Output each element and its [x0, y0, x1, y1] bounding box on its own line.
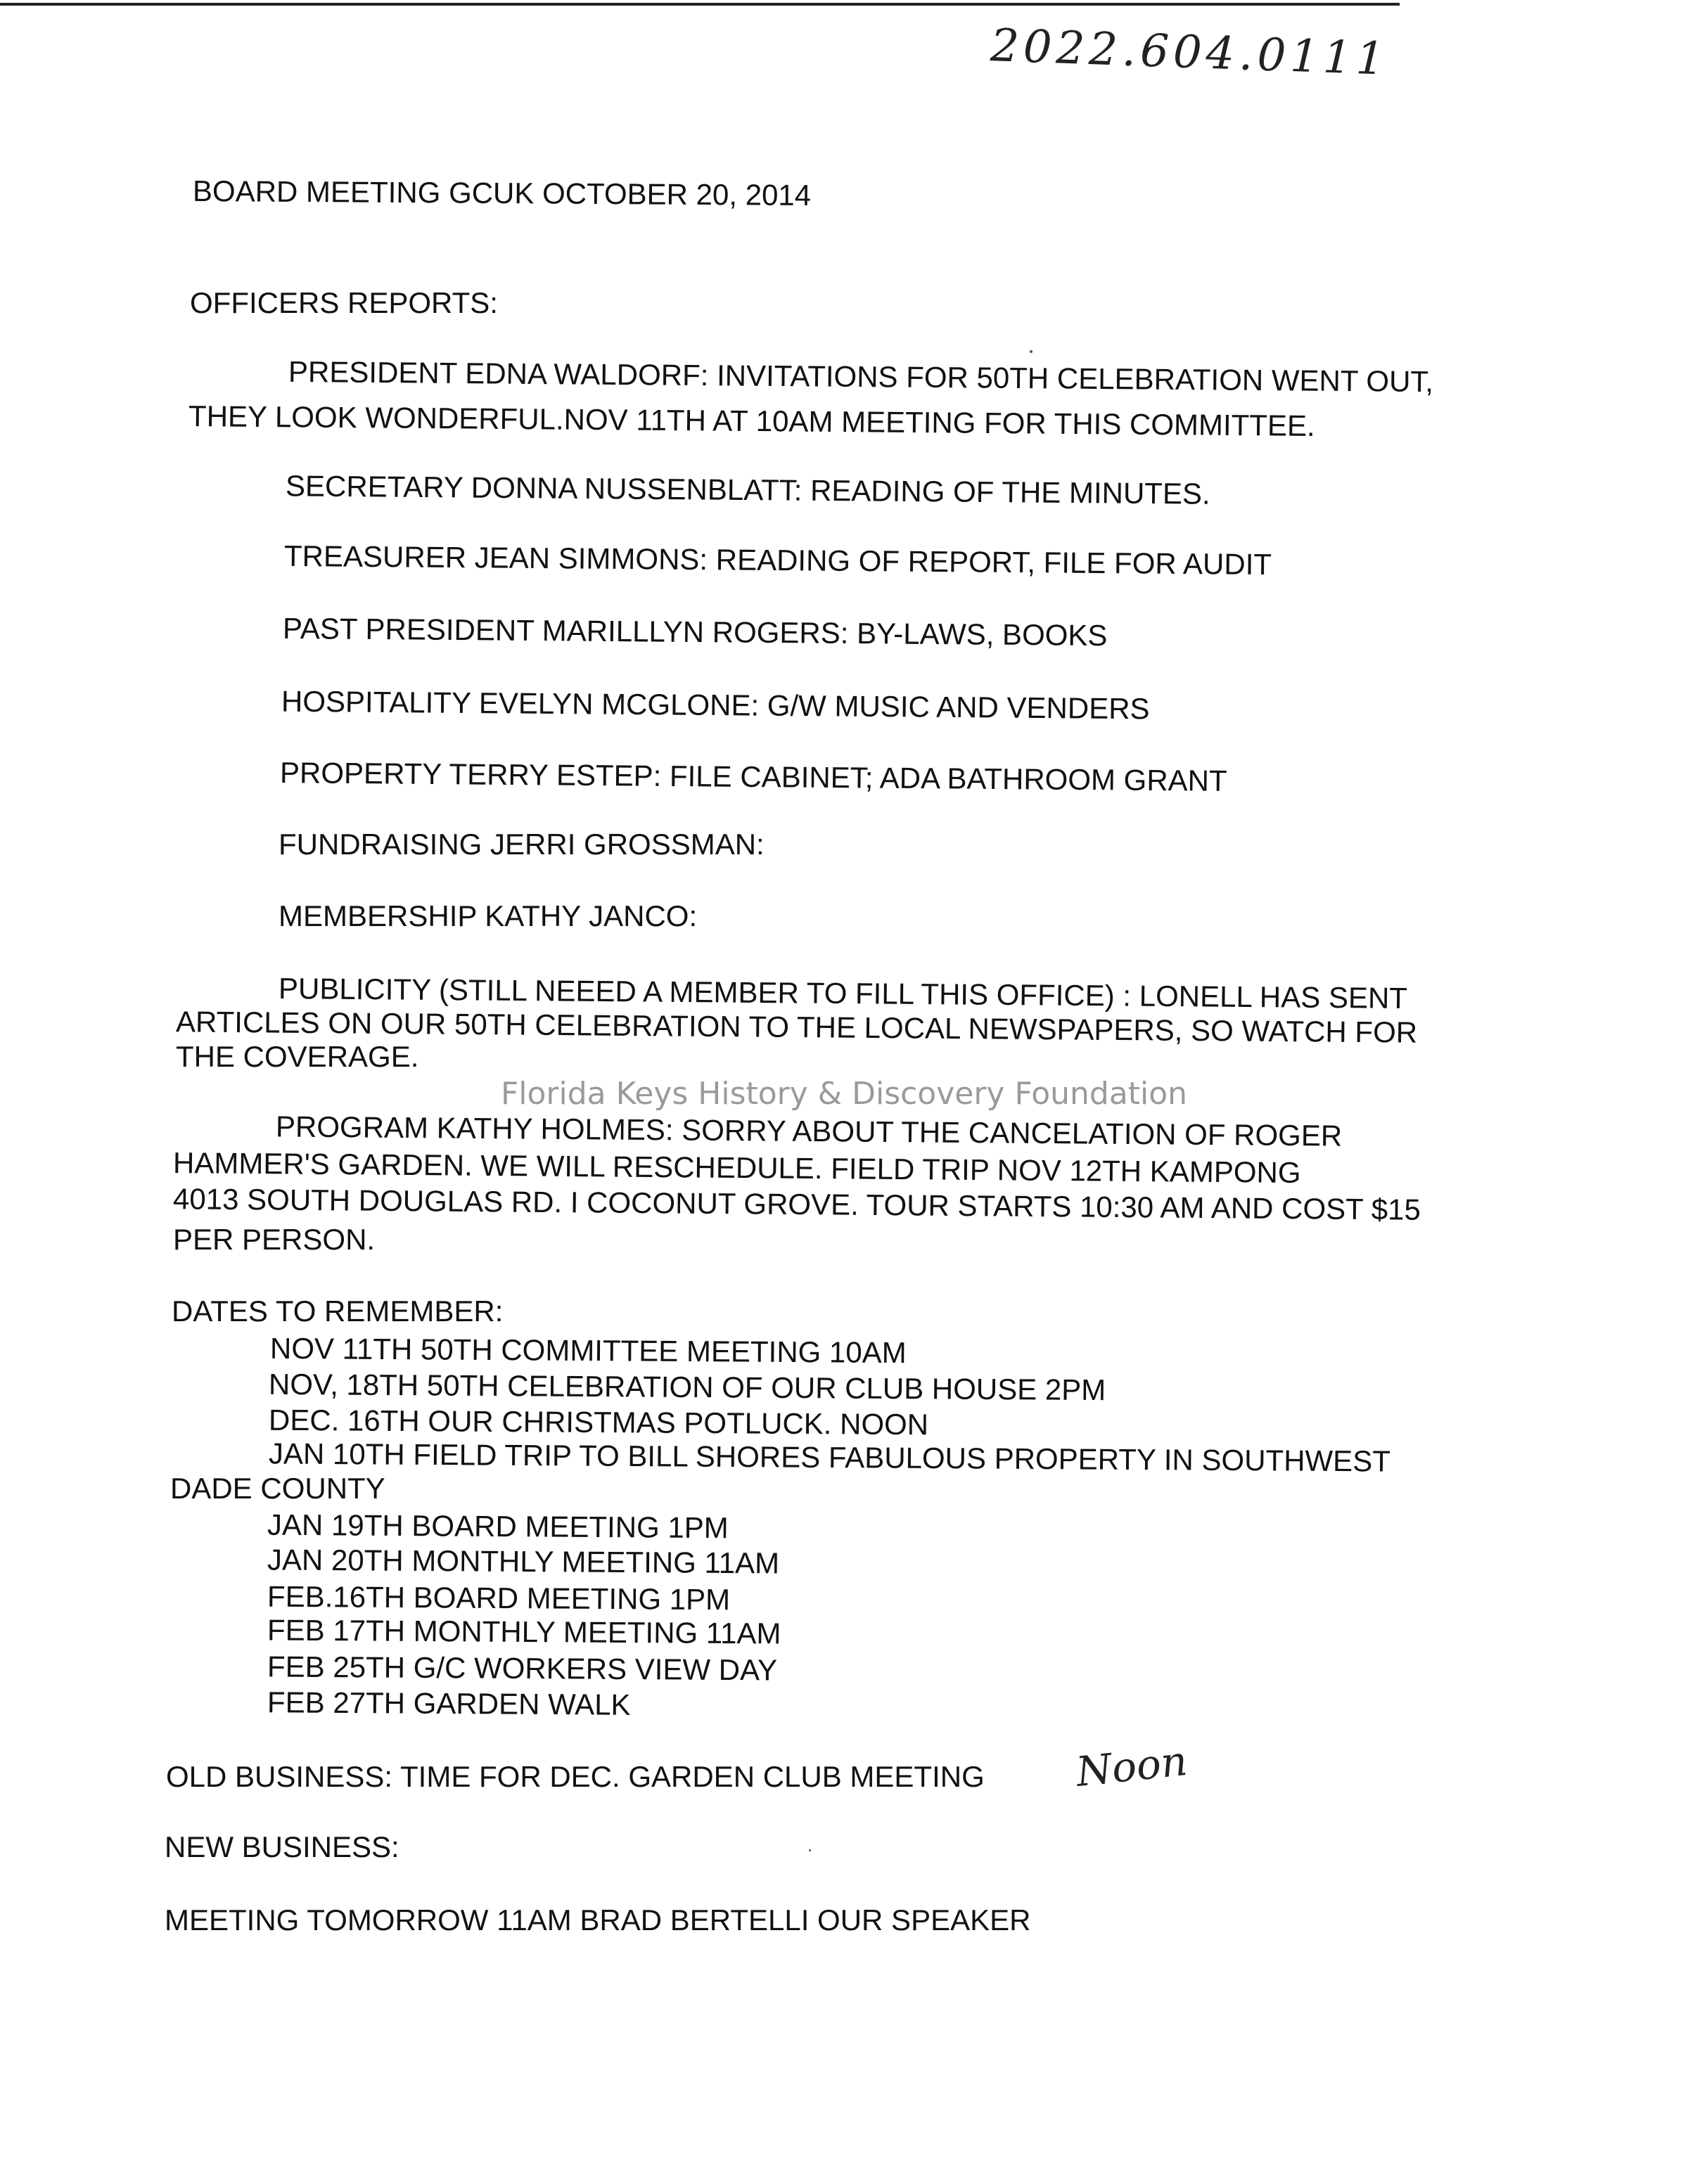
program-report-line-2: HAMMER'S GARDEN. WE WILL RESCHEDULE. FIELD TRIP NOV 12TH KAMPONG — [172, 1146, 1301, 1189]
scan-speck — [809, 1849, 811, 1851]
treasurer-report: TREASURER JEAN SIMMONS: READING OF REPORT, FILE FOR AUDIT — [283, 539, 1272, 582]
foundation-watermark: Florida Keys History & Discovery Foundation — [500, 1076, 1188, 1112]
date-item: DADE COUNTY — [170, 1472, 385, 1505]
publicity-report-line-2: ARTICLES ON OUR 50TH CELEBRATION TO THE LOCAL NEWSPAPERS, SO WATCH FOR — [175, 1005, 1418, 1049]
secretary-report: SECRETARY DONNA NUSSENBLATT: READING OF THE MINUTES. — [285, 469, 1210, 510]
past-president-report: PAST PRESIDENT MARILLLYN ROGERS: BY-LAWS, BOOKS — [282, 611, 1108, 653]
date-item: DEC. 16TH OUR CHRISTMAS POTLUCK. NOON — [268, 1403, 929, 1441]
old-business: OLD BUSINESS: TIME FOR DEC. GARDEN CLUB MEETING — [166, 1760, 985, 1793]
date-item: NOV 11TH 50TH COMMITTEE MEETING 10AM — [269, 1331, 907, 1370]
scan-speck — [1030, 350, 1032, 353]
program-report-line-4: PER PERSON. — [173, 1223, 376, 1256]
date-item: FEB 25TH G/C WORKERS VIEW DAY — [267, 1650, 778, 1687]
handwritten-noon-note: Noon — [1073, 1736, 1190, 1797]
date-item: FEB.16TH BOARD MEETING 1PM — [267, 1579, 731, 1617]
dates-to-remember-heading: DATES TO REMEMBER: — [172, 1295, 504, 1328]
new-business-heading: NEW BUSINESS: — [165, 1830, 399, 1863]
date-item: NOV, 18TH 50TH CELEBRATION OF OUR CLUB HOUSE 2PM — [268, 1367, 1106, 1407]
date-item: FEB 27TH GARDEN WALK — [267, 1685, 631, 1721]
property-report: PROPERTY TERRY ESTEP: FILE CABINET; ADA BATHROOM GRANT — [279, 756, 1227, 797]
hospitality-report: HOSPITALITY EVELYN MCGLONE: G/W MUSIC AND VENDERS — [281, 684, 1150, 726]
date-item: JAN 10TH FIELD TRIP TO BILL SHORES FABULOUS PROPERTY IN SOUTHWEST — [268, 1437, 1391, 1478]
officers-reports-heading: OFFICERS REPORTS: — [190, 286, 498, 319]
program-report-line-3: 4013 SOUTH DOUGLAS RD. I COCONUT GROVE. TOUR STARTS 10:30 AM AND COST $15 — [172, 1182, 1421, 1226]
membership-report: MEMBERSHIP KATHY JANCO: — [279, 899, 698, 932]
date-item: FEB 17TH MONTHLY MEETING 11AM — [267, 1613, 781, 1650]
president-report-line-1: PRESIDENT EDNA WALDORF: INVITATIONS FOR 50TH CELEBRATION WENT OUT, — [288, 354, 1434, 399]
program-report-line-1: PROGRAM KATHY HOLMES: SORRY ABOUT THE CANCELATION OF ROGER — [275, 1110, 1343, 1152]
document-title: BOARD MEETING GCUK OCTOBER 20, 2014 — [192, 174, 812, 212]
date-item: JAN 19TH BOARD MEETING 1PM — [267, 1508, 729, 1545]
handwritten-accession-number: 2022.604.0111 — [989, 20, 1390, 86]
president-report-line-2: THEY LOOK WONDERFUL.NOV 11TH AT 10AM MEETING FOR THIS COMMITTEE. — [188, 399, 1315, 442]
fundraising-report: FUNDRAISING JERRI GROSSMAN: — [279, 828, 765, 861]
closing-announcement: MEETING TOMORROW 11AM BRAD BERTELLI OUR SPEAKER — [165, 1903, 1031, 1936]
scan-top-edge-rule — [0, 3, 1400, 6]
date-item: JAN 20TH MONTHLY MEETING 11AM — [267, 1543, 780, 1580]
publicity-report-line-3: THE COVERAGE. — [176, 1040, 419, 1073]
publicity-report-line-1: PUBLICITY (STILL NEEED A MEMBER TO FILL THIS OFFICE) : LONELL HAS SENT — [278, 971, 1408, 1015]
